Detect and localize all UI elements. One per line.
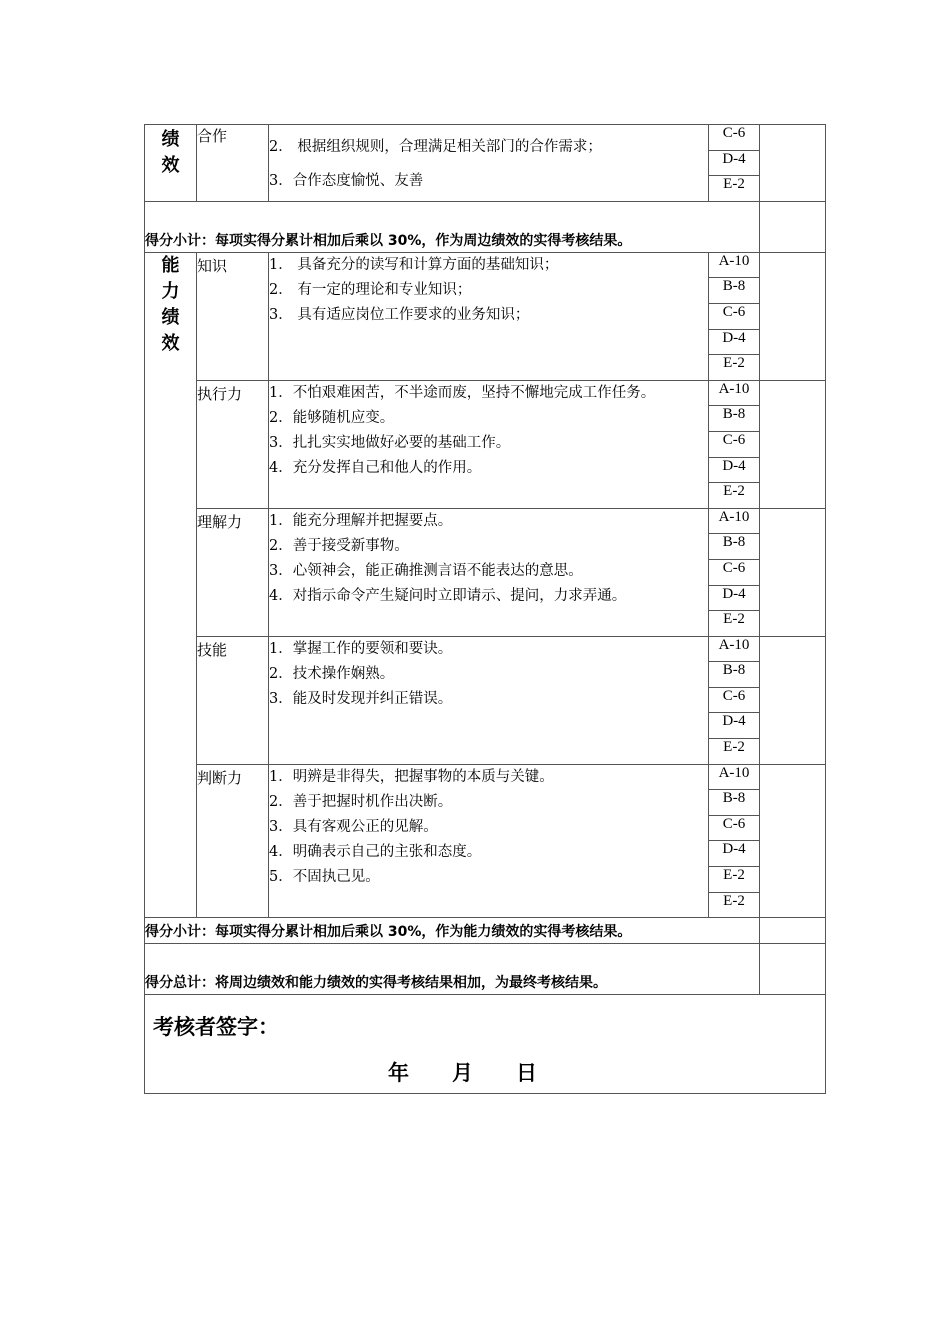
criteria-skill [269,636,709,764]
grade-option[interactable]: D-4 [709,841,760,867]
signature-date [388,1057,537,1087]
item-name-understanding: 理解力 [197,508,269,636]
grade-option[interactable]: C-6 [709,125,760,151]
item-name-skill: 技能 [197,636,269,764]
appraisal-form [144,124,825,1094]
criterion: 3．心领神会，能正确推测言语不能表达的意思。 [269,562,583,579]
grade-option[interactable]: D-4 [709,457,760,483]
grade-option[interactable]: A-10 [709,636,760,662]
score-cell-skill[interactable] [760,636,826,764]
section-ability-label: 能 力 绩 效 [145,252,197,917]
criteria-understanding [269,508,709,636]
grade-option[interactable]: B-8 [709,534,760,560]
grade-option[interactable]: E-2 [709,355,760,381]
criterion: 3．能及时发现并纠正错误。 [269,690,453,707]
signer-label: 考核者签字： [153,1015,279,1040]
score-cell-grand-total[interactable] [760,944,826,995]
grade-option[interactable]: E-2 [709,176,760,202]
item-name-execution: 执行力 [197,380,269,508]
criterion: 5．不固执己见。 [269,868,380,885]
criterion: 2．善于接受新事物。 [269,537,409,554]
day-label: 日 [516,1061,537,1086]
grade-option[interactable]: A-10 [709,380,760,406]
criterion: 1．能充分理解并把握要点。 [269,512,453,529]
criterion: 3．具有客观公正的见解。 [269,818,438,835]
criterion: 4．充分发挥自己和他人的作用。 [269,459,482,476]
criterion: 4．对指示命令产生疑问时立即请示、提问，力求弄通。 [269,587,627,604]
item-name-cooperation: 合作 [197,125,269,202]
grade-option[interactable]: A-10 [709,508,760,534]
total-summary: 得分总计：将周边绩效和能力绩效的实得考核结果相加，为最终考核结果。 [145,944,760,995]
grade-option[interactable]: B-8 [709,406,760,432]
grade-option[interactable]: D-4 [709,329,760,355]
grade-option[interactable]: E-2 [709,867,760,893]
criteria-cooperation [269,125,709,202]
ability-summary: 得分小计：每项实得分累计相加后乘以 30%，作为能力绩效的实得考核结果。 [145,918,760,944]
score-cell-cooperation[interactable] [760,125,826,202]
grade-option[interactable]: E-2 [709,892,760,918]
grade-option[interactable]: E-2 [709,611,760,637]
appraisal-table [144,124,826,1094]
criterion: 2．技术操作娴熟。 [269,665,395,682]
criterion: 4．明确表示自己的主张和态度。 [269,843,482,860]
criterion: 1．明辨是非得失，把握事物的本质与关键。 [269,768,554,785]
peripheral-summary: 得分小计：每项实得分累计相加后乘以 30%，作为周边绩效的实得考核结果。 [145,201,760,252]
criteria-judgement [269,764,709,918]
grade-option[interactable]: C-6 [709,815,760,841]
grade-option[interactable]: D-4 [709,585,760,611]
criterion: 2．能够随机应变。 [269,409,395,426]
grade-option[interactable]: C-6 [709,687,760,713]
score-cell-execution[interactable] [760,380,826,508]
grade-option[interactable]: D-4 [709,713,760,739]
grade-option[interactable]: C-6 [709,303,760,329]
grade-option[interactable]: B-8 [709,662,760,688]
grade-option[interactable]: B-8 [709,278,760,304]
score-cell-peripheral-total[interactable] [760,201,826,252]
criterion: 3．合作态度愉悦、友善 [269,173,424,189]
grade-option[interactable]: E-2 [709,739,760,765]
criteria-execution [269,380,709,508]
year-label: 年 [388,1061,409,1086]
section-peripheral-label: 绩 效 [145,125,197,202]
criterion: 2．善于把握时机作出决断。 [269,793,453,810]
grade-option[interactable]: B-8 [709,790,760,816]
criterion: 1．掌握工作的要领和要诀。 [269,640,453,657]
score-cell-judgement[interactable] [760,764,826,918]
grade-option[interactable]: C-6 [709,559,760,585]
criteria-knowledge [269,252,709,380]
criterion: 3．扎扎实实地做好必要的基础工作。 [269,434,511,451]
grade-option[interactable]: E-2 [709,483,760,509]
criterion: 3． 具有适应岗位工作要求的业务知识； [269,306,530,323]
criterion: 2． 有一定的理论和专业知识； [269,281,472,298]
item-name-knowledge: 知识 [197,252,269,380]
grade-option[interactable]: A-10 [709,252,760,278]
criterion: 1．不怕艰难困苦，不半途而废，坚持不懈地完成工作任务。 [269,384,656,401]
month-label: 月 [452,1061,473,1086]
score-cell-knowledge[interactable] [760,252,826,380]
grade-option[interactable]: A-10 [709,764,760,790]
score-cell-understanding[interactable] [760,508,826,636]
grade-option[interactable]: C-6 [709,431,760,457]
criterion: 1． 具备充分的读写和计算方面的基础知识； [269,256,559,273]
grade-option[interactable]: D-4 [709,150,760,176]
signature-area[interactable] [145,995,826,1094]
criterion: 2． 根据组织规则，合理满足相关部门的合作需求； [269,139,602,155]
item-name-judgement: 判断力 [197,764,269,918]
score-cell-ability-total[interactable] [760,918,826,944]
